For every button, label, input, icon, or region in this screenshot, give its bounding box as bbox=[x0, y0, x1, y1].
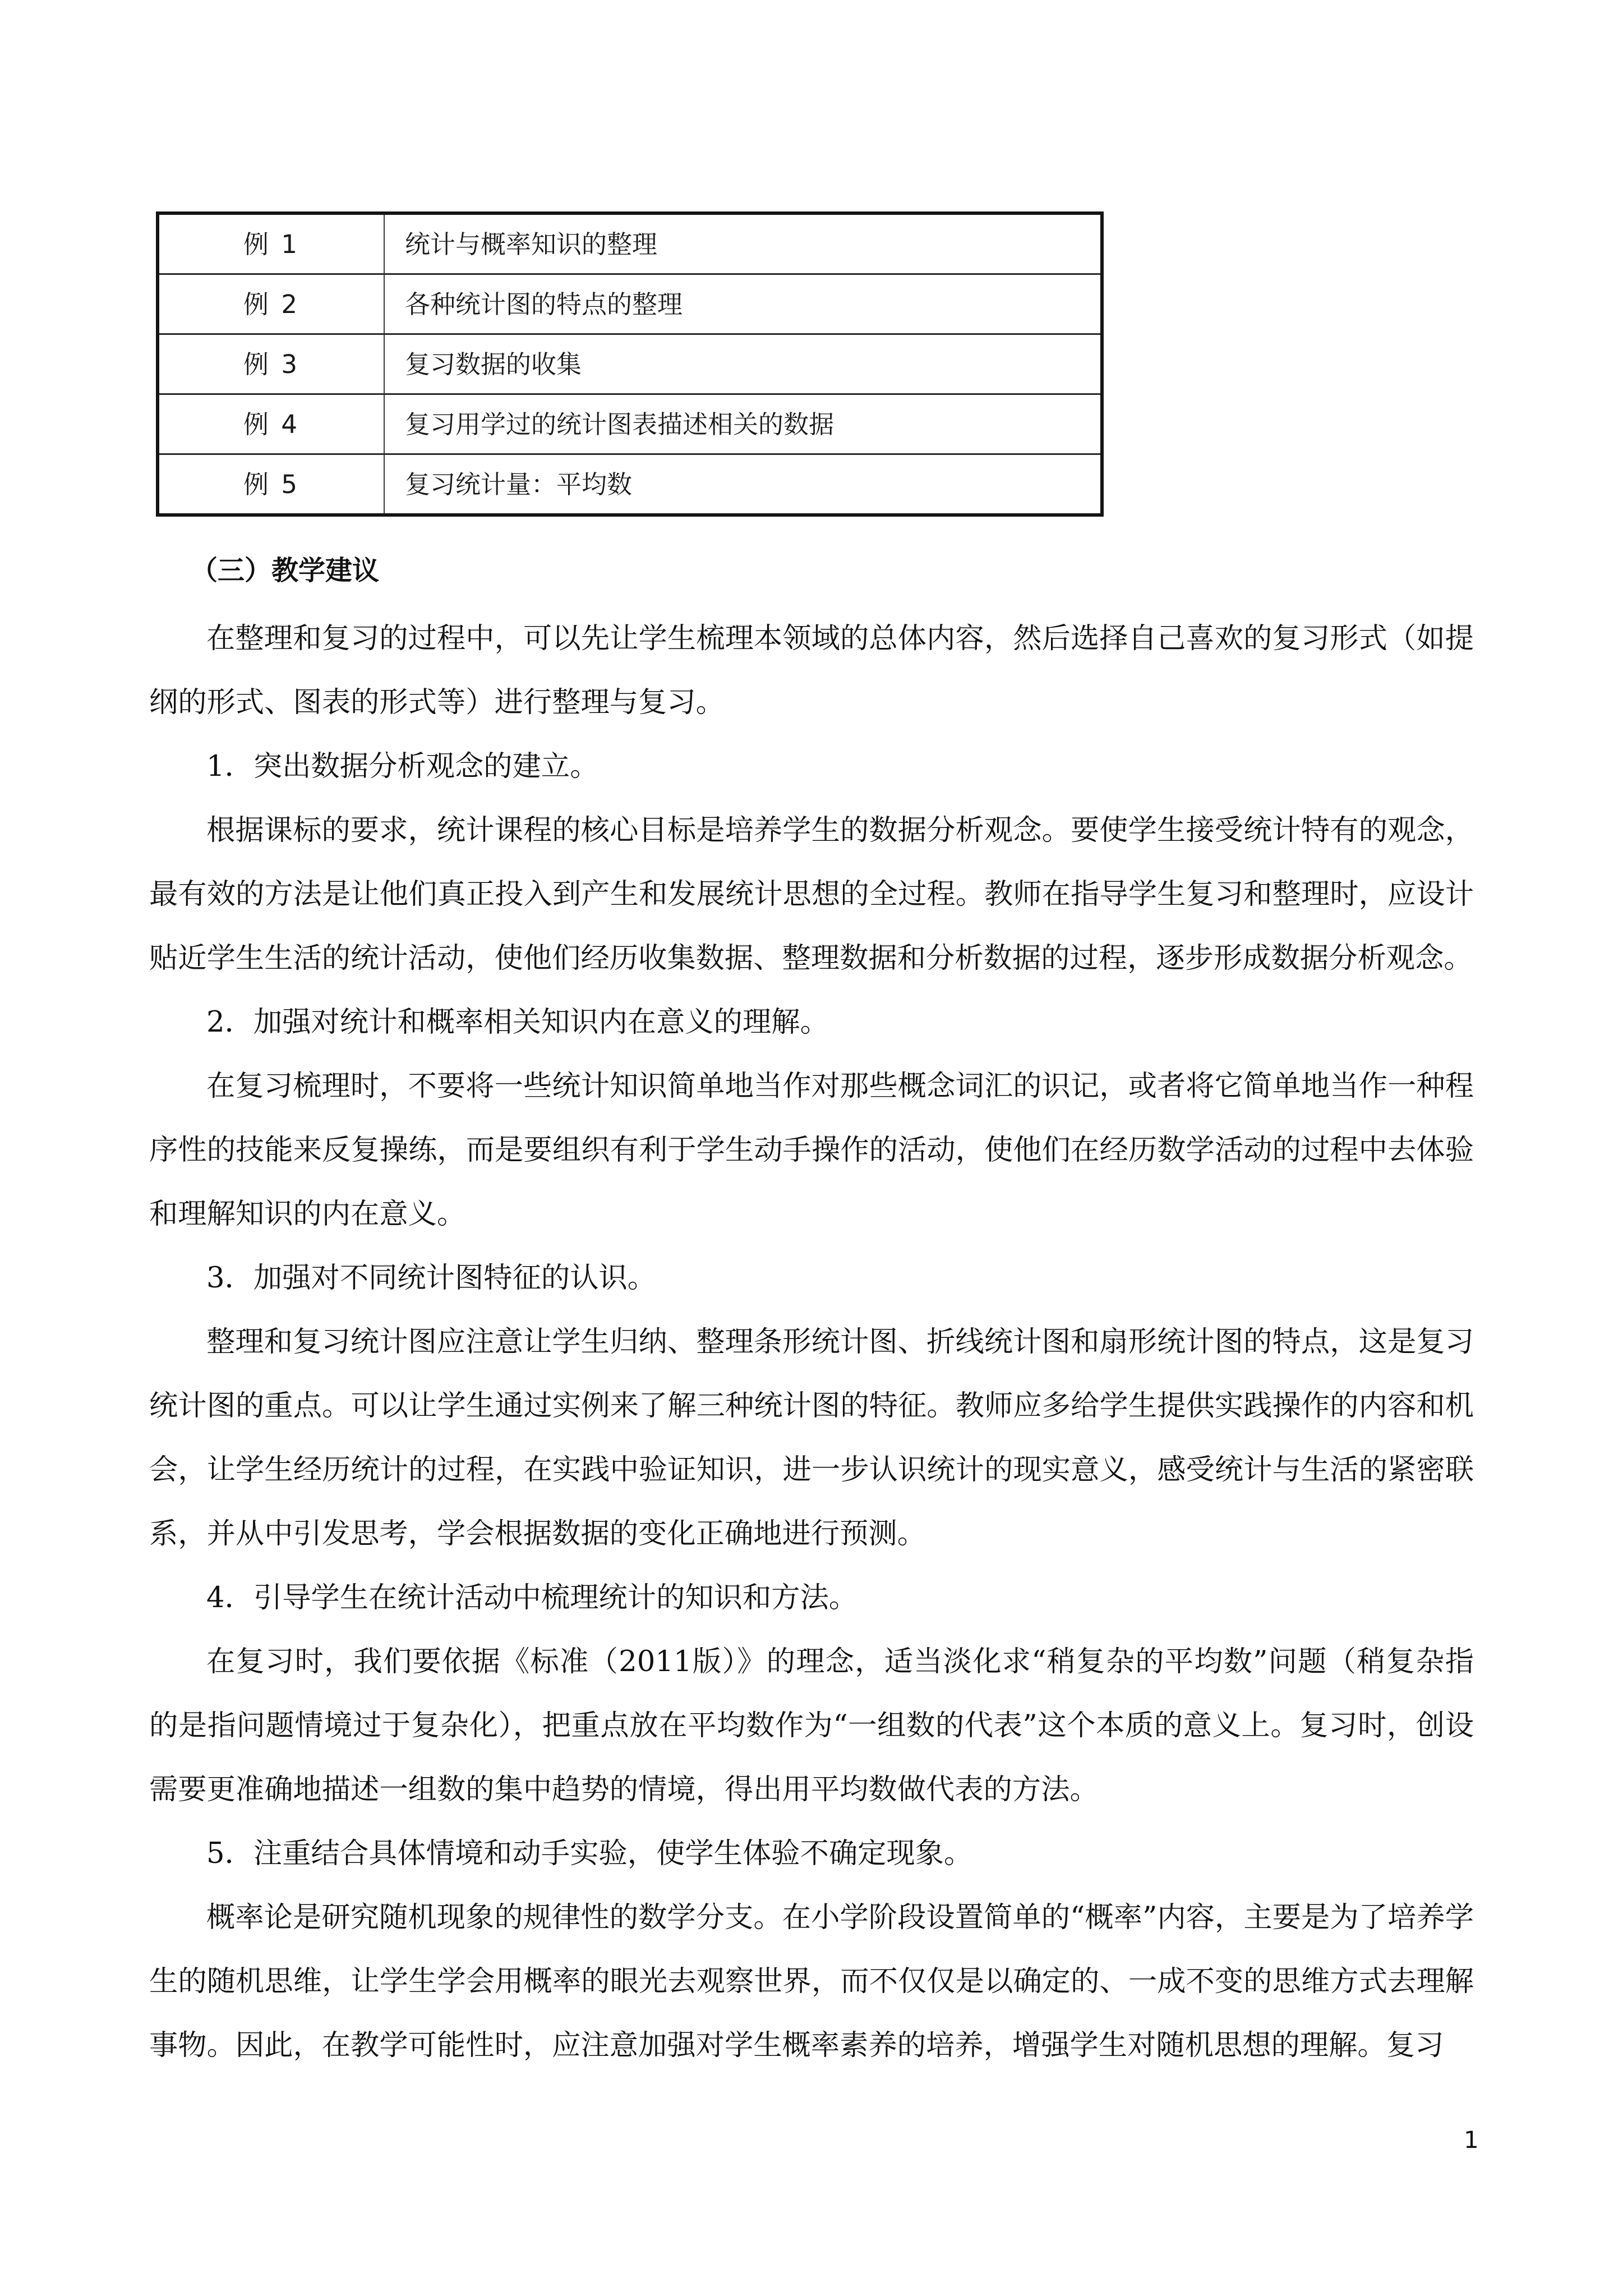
example-label: 例 2 bbox=[158, 274, 384, 334]
example-label: 例 5 bbox=[158, 454, 384, 516]
review-examples-table bbox=[156, 211, 1104, 517]
example-label: 例 1 bbox=[158, 213, 384, 274]
section-heading: （三）教学建议 bbox=[191, 555, 380, 586]
example-topic: 统计与概率知识的整理 bbox=[384, 213, 1102, 274]
table-row bbox=[158, 454, 1102, 516]
page-number: 1 bbox=[1464, 2126, 1479, 2154]
example-label: 例 4 bbox=[158, 394, 384, 454]
example-topic: 复习统计量：平均数 bbox=[384, 454, 1102, 516]
suggestion-title-4: 4．引导学生在统计活动中梳理统计的知识和方法。 bbox=[206, 1581, 858, 1614]
suggestion-body-1: 根据课标的要求，统计课程的核心目标是培养学生的数据分析观念。要使学生接受统计特有的观念，最有效的方法是让他们真正投入到产生和发展统计思想的全过程。教师在指导学生复习和整理时，应设计贴近学生生活的统计活动，使他们经历收集数据、整理数据和分析数据的过程，逐步形成数据分析观念。 bbox=[149, 813, 1474, 975]
suggestion-title-5: 5．注重结合具体情境和动手实验，使学生体验不确定现象。 bbox=[206, 1837, 973, 1870]
suggestion-body-5: 概率论是研究随机现象的规律性的数学分支。在小学阶段设置简单的“概率”内容，主要是为了培养学生的随机思维，让学生学会用概率的眼光去观察世界，而不仅仅是以确定的、一成不变的思维方式去理解事物。因此，在教学可能性时，应注意加强对学生概率素养的培养，增强学生对随机思想的理解。复习 bbox=[149, 1901, 1474, 2062]
example-topic: 复习用学过的统计图表描述相关的数据 bbox=[384, 394, 1102, 454]
suggestion-body-4: 在复习时，我们要依据《标准（2011版）》的理念，适当淡化求“稍复杂的平均数”问题（稍复杂指的是指问题情境过于复杂化），把重点放在平均数作为“一组数的代表”这个本质的意义上。复习时，创设需要更准确地描述一组数的集中趋势的情境，得出用平均数做代表的方法。 bbox=[149, 1645, 1474, 1806]
teaching-suggestions-body bbox=[149, 606, 1474, 2077]
intro-paragraph: 在整理和复习的过程中，可以先让学生梳理本领域的总体内容，然后选择自己喜欢的复习形式（如提纲的形式、图表的形式等）进行整理与复习。 bbox=[149, 622, 1474, 719]
table-row bbox=[158, 274, 1102, 334]
table-row bbox=[158, 394, 1102, 454]
example-topic: 各种统计图的特点的整理 bbox=[384, 274, 1102, 334]
table-row bbox=[158, 213, 1102, 274]
suggestion-title-1: 1．突出数据分析观念的建立。 bbox=[206, 749, 599, 783]
suggestion-body-2: 在复习梳理时，不要将一些统计知识简单地当作对那些概念词汇的识记，或者将它简单地当作一种程序性的技能来反复操练，而是要组织有利于学生动手操作的活动，使他们在经历数学活动的过程中去体验和理解知识的内在意义。 bbox=[149, 1069, 1474, 1231]
example-label: 例 3 bbox=[158, 334, 384, 394]
suggestion-body-3: 整理和复习统计图应注意让学生归纳、整理条形统计图、折线统计图和扇形统计图的特点，这是复习统计图的重点。可以让学生通过实例来了解三种统计图的特征。教师应多给学生提供实践操作的内容和机会，让学生经历统计的过程，在实践中验证知识，进一步认识统计的现实意义，感受统计与生活的紧密联系，并从中引发思考，学会根据数据的变化正确地进行预测。 bbox=[149, 1325, 1474, 1550]
example-topic: 复习数据的收集 bbox=[384, 334, 1102, 394]
suggestion-title-3: 3．加强对不同统计图特征的认识。 bbox=[206, 1261, 657, 1295]
suggestion-title-2: 2．加强对统计和概率相关知识内在意义的理解。 bbox=[206, 1005, 829, 1039]
table-row bbox=[158, 334, 1102, 394]
